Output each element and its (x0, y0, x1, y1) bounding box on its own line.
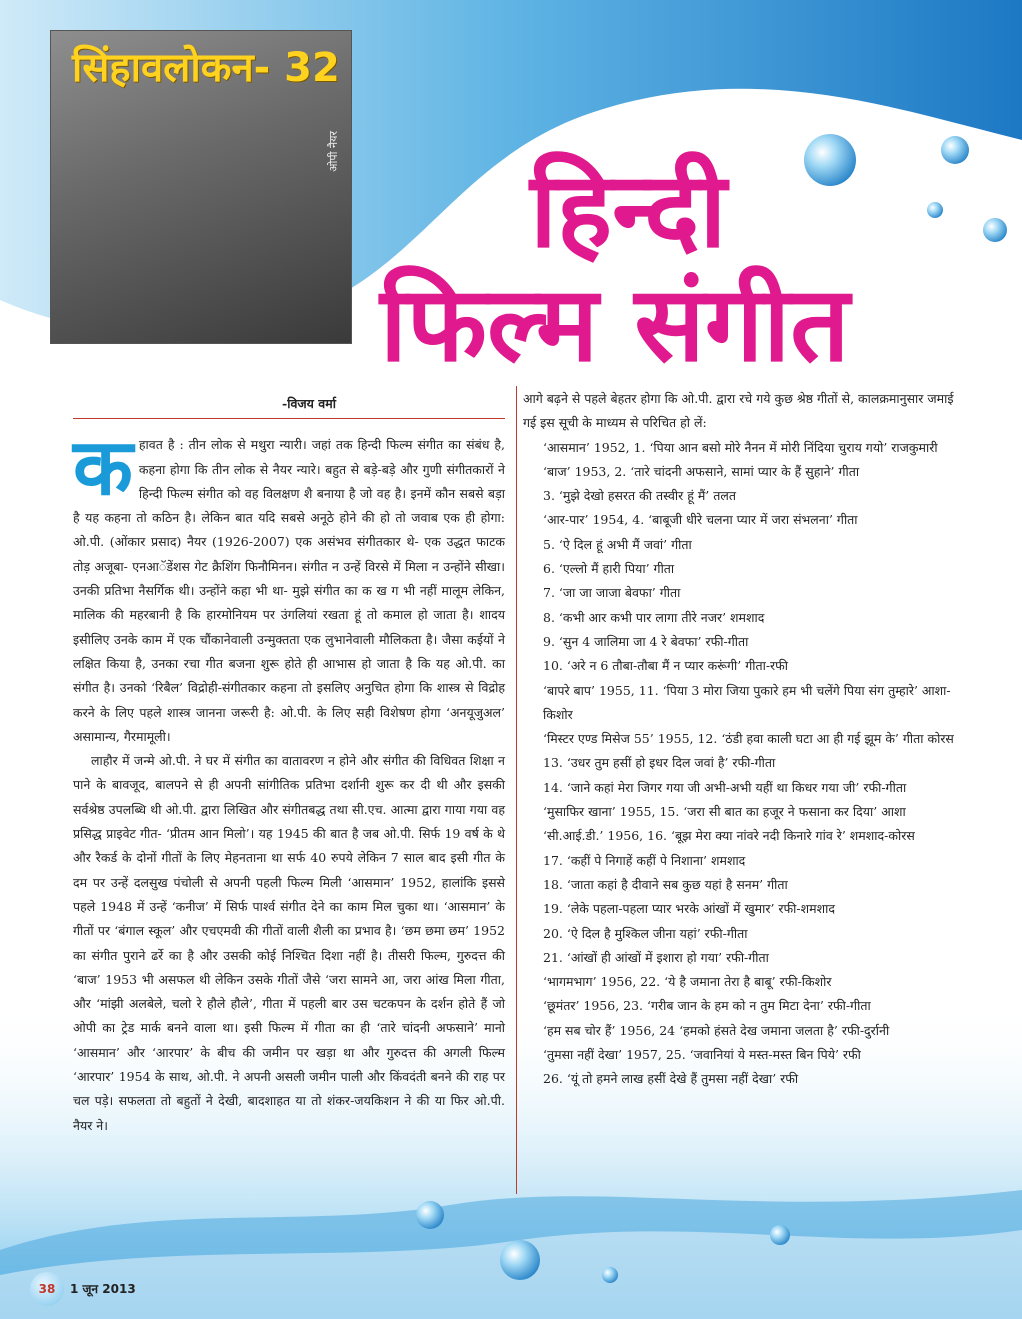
song-list-item: 5. ‘ऐ दिल हूं अभी मैं जवां’ गीता (543, 536, 692, 552)
song-list-item: 14. ‘जाने कहां मेरा जिगर गया जी अभी-अभी यहीं था किधर गया जी’ रफी-गीता (543, 779, 907, 795)
song-list-item: ‘तुमसा नहीं देखा’ 1957, 25. ‘जवानियां ये मस्त-मस्त बिन पिये’ रफी (543, 1047, 861, 1063)
main-title (380, 149, 850, 385)
song-list-item: ‘छूमंतर’ 1956, 23. ‘गरीब जान के हम को न तुम मिटा देना’ रफी-गीता (543, 998, 871, 1014)
song-list-item: ‘भागमभाग’ 1956, 22. ‘ये है जमाना तेरा है बाबू’ रफी-किशोर (543, 974, 832, 990)
issue-date: 1 जून 2013 (70, 1282, 136, 1296)
song-list-item: 3. ‘मुझे देखो हसरत की तस्वीर हूं मैं’ तलत (543, 488, 736, 504)
song-list-item: ‘आसमान’ 1952, 1. ‘पिया आन बसो मोरे नैनन में मोरी निंदिया चुराय गयो’ राजकुमारी (543, 439, 938, 455)
article-paragraph: लाहौर में जन्मे ओ.पी. ने घर में संगीत का वातावरण न होने और संगीत की विधिवत शिक्षा न पाने के बावजूद, बालपने से ही अपनी सांगीतिक प्रतिभा दर्शानी शुरू कर दी थी और इसकी सर्वश्रेष्ठ उपलब्धि थी ओ.पी. द्वारा लिखित और संगीतबद्ध तथा सी.एच. आत्मा द्वारा गाया गया वह प्रसिद्ध प्राइवेट गीत- ‘प्रीतम आन मिलो’। यह 1945 की बात है जब ओ.पी. सिर्फ 19 वर्ष के थे और रैकर्ड के दोनों गीतों के लिए मेहनताना था सर्फ 40 रुपये लेकिन 7 साल बाद इसी गीत के दम पर उन्हें दलसुख पंचोली से अपनी पहली फिल्म मिली ‘आसमान’ 1952, हालांकि इससे पहले 1948 में उन्हें ‘कनीज’ में सिर्फ पार्श्व संगीत देने का काम मिल चुका था। ‘आसमान’ के गीतों पर ‘बंगाल स्कूल’ और एचएमवी की गीतों वाली शैली का प्रभाव है। ‘छम छमा छम’ 1952 का संगीत पुराने ढर्रे का है और उसकी कोई निश्चित दिशा नहीं है। तीसरी फिल्म, गुरुदत्त की ‘बाज’ 1953 भी असफल थी लेकिन उसके गीतों जैसे ‘जरा सामने आ, जरा आंख मिला गीता, और ‘मांझी अलबेले, चलो रे हौले हौले’, गीता में पहली बार उस चटकपन के दर्शन होते हैं जो ओपी का ट्रेड मार्क बनने वाला था। इसी फिल्म में गीता का ही ‘तारे चांदनी अफसाने’ मानो ‘आसमान’ और ‘आरपार’ के बीच की जमीन पर खड़ा था और गुरुदत्त की अगली फिल्म ‘आरपार’ 1954 के साथ, ओ.पी. ने अपनी असली जमीन पाली और किंवदंती बनने की राह पर चल पड़े। सफलता तो बहुतों ने देखी, बादशाहत या तो शंकर-जयकिशन ने की या फिर ओ.पी. नैयर ने। (73, 753, 505, 1133)
song-list-item: 10. ‘अरे न 6 तौबा-तौबा मैं न प्यार करूंगी’ गीता-रफी (543, 658, 789, 674)
author-byline: -विजय वर्मा (73, 392, 505, 419)
column-divider (516, 386, 517, 1194)
song-list-item: 19. ‘लेके पहला-पहला प्यार भरके आंखों में खुमार’ रफी-शमशाद (543, 901, 835, 917)
song-list-item: ‘हम सब चोर हैं’ 1956, 24 ‘हमको हंसते देख जमाना जलता है’ रफी-दुर्रानी (543, 1022, 890, 1038)
song-list-item: 6. ‘एल्लो मैं हारी पिया’ गीता (543, 561, 675, 577)
article-paragraph (73, 423, 505, 749)
song-list-item: ‘बापरे बाप’ 1955, 11. ‘पिया 3 मोरा जिया पुकारे हम भी चलेंगे पिया संग तुम्हारे’ आशा-किशोर (543, 682, 951, 722)
song-list (523, 436, 955, 1092)
article-right-column (523, 387, 955, 1092)
song-list-item: 18. ‘जाता कहां है दीवाने सब कुछ यहां है सनम’ गीता (543, 876, 788, 892)
song-list-item: ‘सी.आई.डी.’ 1956, 16. ‘बूझ मेरा क्या नांवरे नदी किनारे गांव रे’ शमशाद-कोरस (543, 828, 915, 844)
song-list-item: ‘बाज’ 1953, 2. ‘तारे चांदनी अफसाने, सामां प्यार के हैं सुहाने’ गीता (543, 463, 860, 479)
song-list-item: 8. ‘कभी आर कभी पार लागा तीरे नजर’ शमशाद (543, 609, 765, 625)
list-intro: आगे बढ़ने से पहले बेहतर होगा कि ओ.पी. द्वारा रचे गये कुछ श्रेष्ठ गीतों से, कालक्रमानुसार जमाई गई इस सूची के माध्यम से परिचित हो लें: (523, 391, 954, 431)
song-list-item: 7. ‘जा जा जाजा बेवफा’ गीता (543, 585, 681, 601)
song-list-item: 26. ‘यूं तो हमने लाख हसीं देखे हैं तुमसा नहीं देखा’ रफी (543, 1071, 799, 1087)
title-line-1: हिन्दी (530, 149, 727, 271)
page-number: 38 (30, 1272, 64, 1306)
paragraph-text: हावत है : तीन लोक से मथुरा न्यारी। जहां तक हिन्दी फिल्म संगीत का संबंध है, कहना होगा कि तीन लोक से नैयर न्यारे। बहुत से बड़े-बड़े और गुणी संगीतकारों ने हिन्दी फिल्म संगीत को वह विलक्षण शै बनाया है जो वह है। इनमें कौन सबसे बड़ा है यह कहना तो कठिन है। लेकिन बात यदि सबसे अनूठे होने की हो तो जवाब एक ही होगा: ओ.पी. (ओंकार प्रसाद) नैयर (1926-2007) एक असंभव संगीतकार थे- एक उद्धत फाटक तोड़ अजूबा- एनआॅडेंशस गेट क्रैशिंग फिनौमिनन। संगीत न उन्हें विरसे में मिला न उन्होंने सीखा। उनकी प्रतिभा नैसर्गिक थी। उन्होंने कहा भी था- मुझे संगीत का क ख ग भी नहीं मालूम लेकिन, मालिक की महरबानी है कि हारमोनियम पर उंगलियां रखता हूं तो कमाल हो जाता है। शादय इसीलिए उनके काम में एक चौंकानेवाली उन्मुक्तता एक लुभानेवाली मौलिकता है। जैसा कईयों ने लक्षित किया है, उनका रचा गीत बजना शुरू होते ही आभास हो जाता है कि यह ओ.पी. का संगीत है। उनको ‘रिबैल’ विद्रोही-संगीतकार कहना तो इसलिए अनुचित होगा कि शास्त्र से विद्रोह करने के लिए पहले शास्त्र जानना जरूरी है: ओ.पी. के लिए सही विशेषण होगा ‘अनयूजुअल’ असामान्य, गैरमामूली। (73, 437, 505, 744)
article-left-column (73, 392, 505, 1138)
song-list-item: ‘आर-पार’ 1954, 4. ‘बाबूजी धीरे चलना प्यार में जरा संभलना’ गीता (543, 512, 858, 528)
song-list-item: 17. ‘कहीं पे निगाहें कहीं पे निशाना’ शमशाद (543, 852, 746, 868)
photo-caption: ओपी नैयर (327, 131, 340, 172)
song-list-item: 20. ‘ऐ दिल है मुश्किल जीना यहां’ रफी-गीता (543, 925, 748, 941)
series-title: सिंहावलोकन- 32 (72, 45, 340, 91)
song-list-item: ‘मिस्टर एण्ड मिसेज 55’ 1955, 12. ‘ठंडी हवा काली घटा आ ही गई झूम के’ गीता कोरस (543, 731, 954, 747)
song-list-item: 21. ‘आंखों ही आंखों में इशारा हो गया’ रफी-गीता (543, 949, 769, 965)
drop-cap: क (73, 423, 133, 514)
song-list-item: 9. ‘सुन 4 जालिमा जा 4 रे बेवफा’ रफी-गीता (543, 633, 749, 649)
title-line-2: फिल्म संगीत (380, 263, 850, 385)
song-list-item: 13. ‘उधर तुम हसीं हो इधर दिल जवां है’ रफी-गीता (543, 755, 776, 771)
song-list-item: ‘मुसाफिर खाना’ 1955, 15. ‘जरा सी बात का हजूर ने फसाना कर दिया’ आशा (543, 804, 906, 820)
